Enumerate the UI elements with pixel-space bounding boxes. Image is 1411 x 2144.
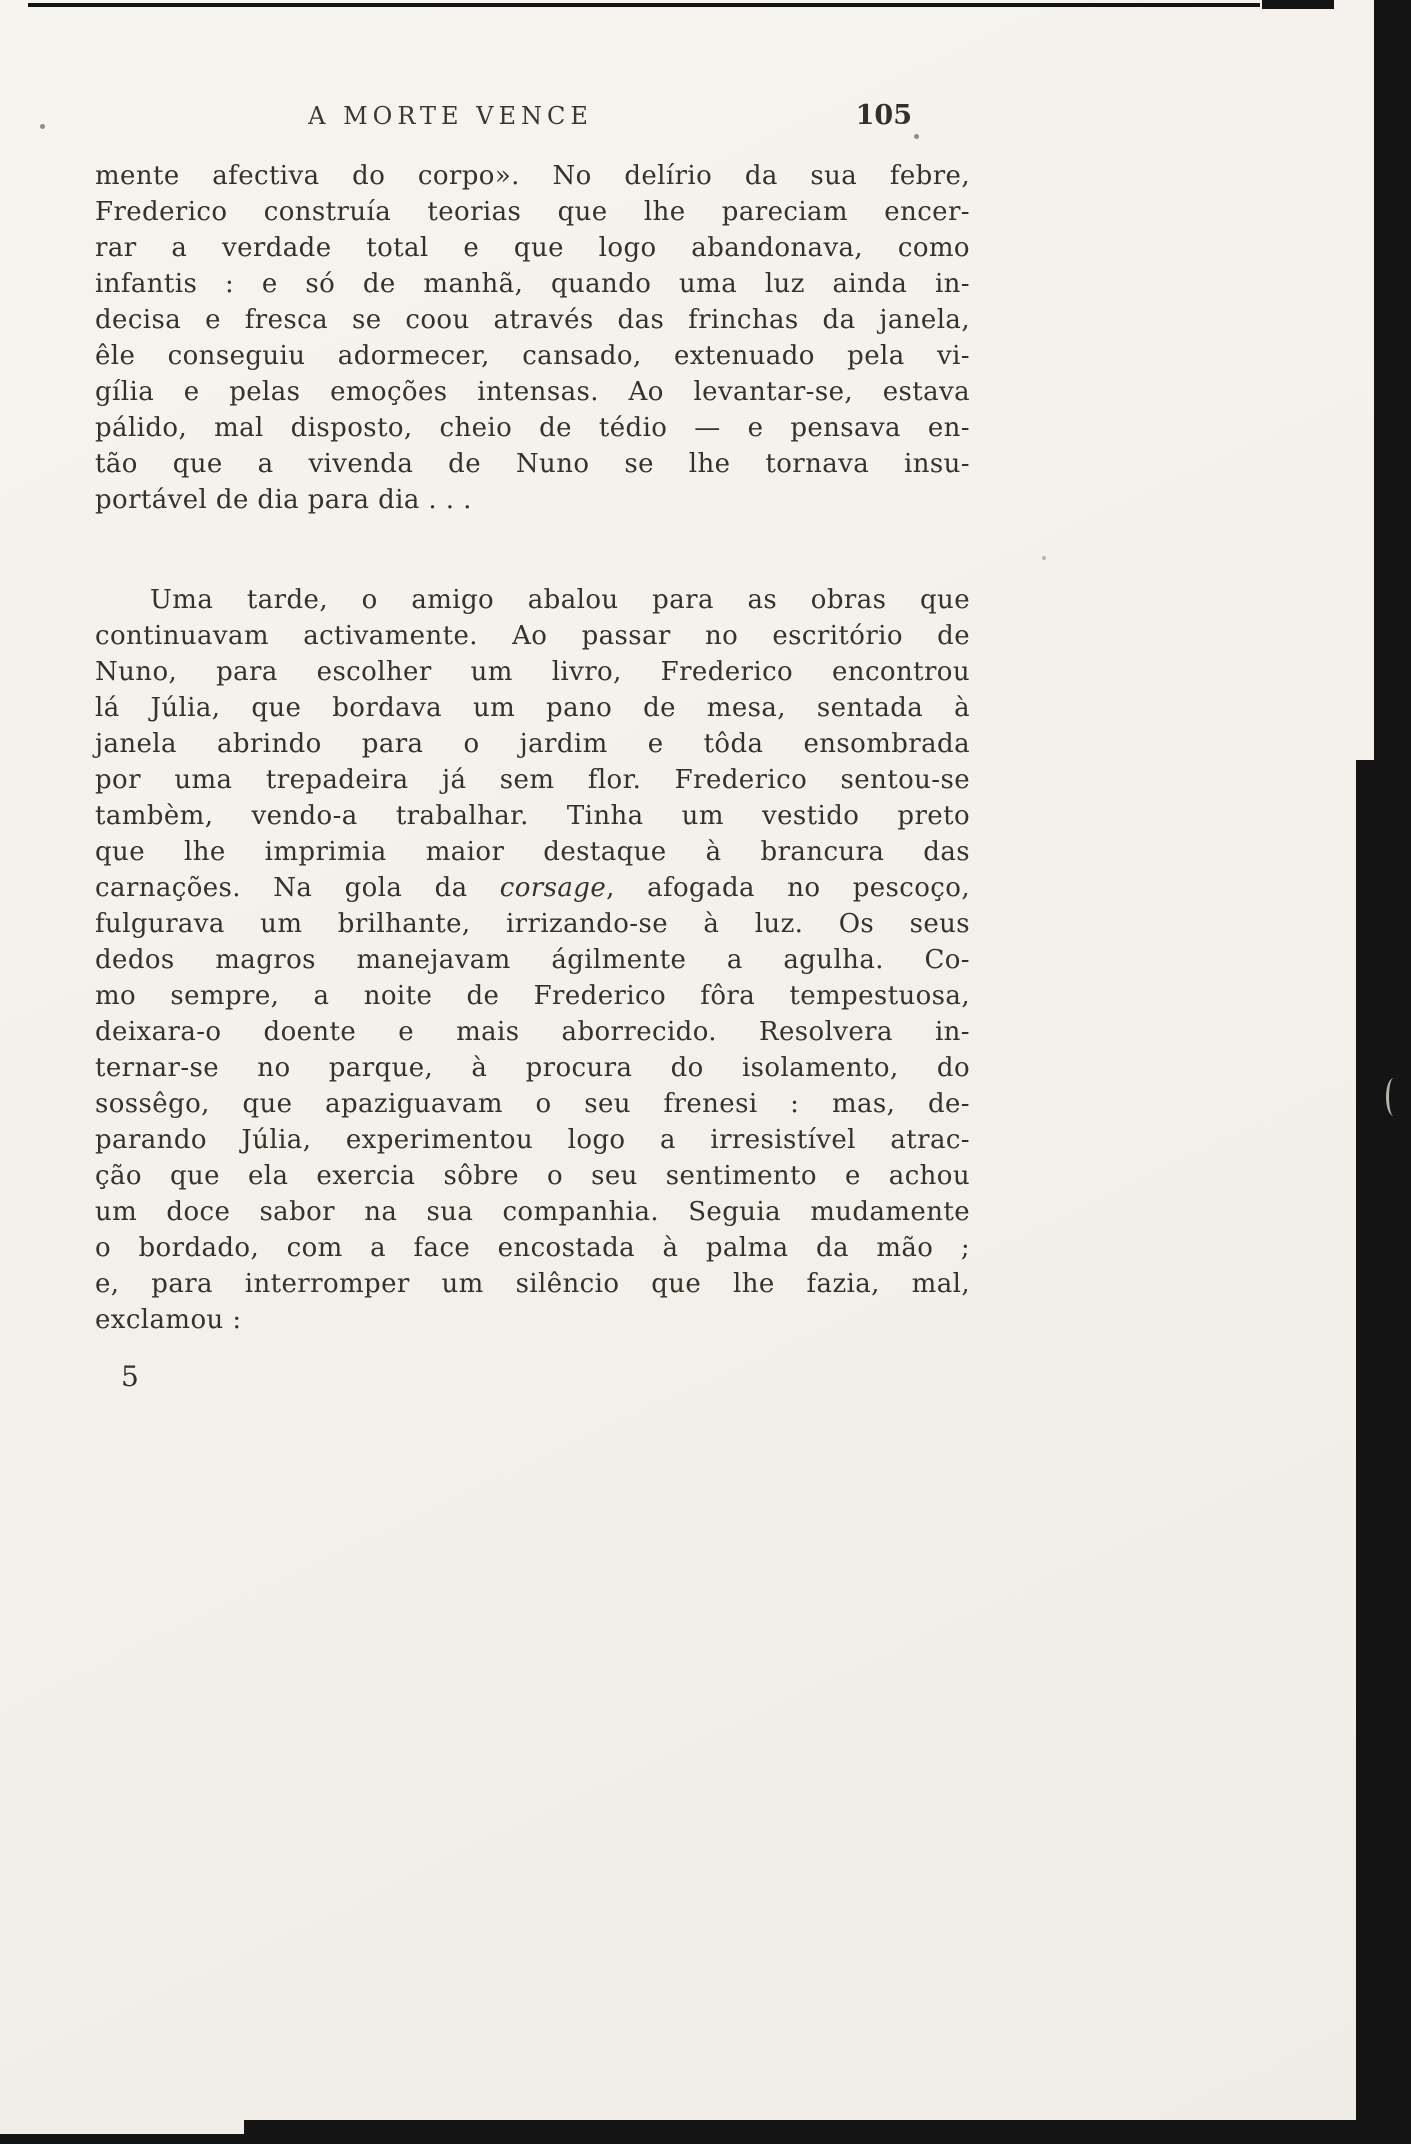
text-line: que lhe imprimia maior destaque à brancura das [95,837,970,867]
scan-artifact-top-edge [28,3,1260,7]
scan-artifact-right-band-lower [1356,760,1411,2144]
page-header [95,102,970,136]
scan-speck [40,124,45,129]
text-line: ternar-se no parque, à procura do isolamento, do [95,1053,970,1083]
scan-artifact-top-right-block [1262,0,1334,9]
text-line: dedos magros manejavam ágilmente a agulha. Co- [95,945,970,975]
text-line: o bordado, com a face encostada à palma da mão ; [95,1233,970,1263]
text-line: continuavam activamente. Ao passar no escritório de [95,621,970,651]
text-line: mente afectiva do corpo». No delírio da sua febre, [95,161,970,191]
text-line: êle conseguiu adormecer, cansado, extenuado pela vi- [95,341,970,371]
text-line: um doce sabor na sua companhia. Seguia mudamente [95,1197,970,1227]
running-title: A MORTE VENCE [308,102,593,130]
body-text [95,158,970,1338]
text-line: parando Júlia, experimentou logo a irresistível atrac- [95,1125,970,1155]
text-line: carnações. Na gola da corsage, afogada no pescoço, [95,873,970,903]
signature-mark: 5 [121,1360,140,1393]
text-line: sossêgo, que apaziguavam o seu frenesi : mas, de- [95,1089,970,1119]
text-line: deixara-o doente e mais aborrecido. Resolvera in- [95,1017,970,1047]
text-line: decisa e fresca se coou através das frinchas da janela, [95,305,970,335]
paragraph [95,158,970,518]
text-line: pálido, mal disposto, cheio de tédio — e pensava en- [95,413,970,443]
text-line: tambèm, vendo-a trabalhar. Tinha um vestido preto [95,801,970,831]
scan-artifact-bottom-band [244,2120,1411,2144]
text-line: Frederico construía teorias que lhe pareciam encer- [95,197,970,227]
text-line: fulgurava um brilhante, irrizando-se à luz. Os seus [95,909,970,939]
text-line: exclamou : [95,1305,242,1335]
page-body [95,158,970,1393]
text-line: por uma trepadeira já sem flor. Frederico sentou-se [95,765,970,795]
text-line: ção que ela exercia sôbre o seu sentimento e achou [95,1161,970,1191]
text-line: Uma tarde, o amigo abalou para as obras que [150,585,970,615]
text-line: Nuno, para escolher um livro, Frederico encontrou [95,657,970,687]
scan-speck [1042,556,1046,560]
scan-artifact-bottom-band-left [0,2134,250,2144]
text-line: gília e pelas emoções intensas. Ao levantar-se, estava [95,377,970,407]
scan-artifact-light-mark [1386,1078,1401,1116]
text-line: e, para interromper um silêncio que lhe fazia, mal, [95,1269,970,1299]
paragraph [95,582,970,1338]
text-line: mo sempre, a noite de Frederico fôra tempestuosa, [95,981,970,1011]
text-line: portável de dia para dia . . . [95,485,472,515]
text-line: lá Júlia, que bordava um pano de mesa, sentada à [95,693,970,723]
page-number: 105 [855,100,912,131]
text-line: janela abrindo para o jardim e tôda ensombrada [95,729,970,759]
text-line: infantis : e só de manhã, quando uma luz ainda in- [95,269,970,299]
text-line: tão que a vivenda de Nuno se lhe tornava insu- [95,449,970,479]
text-line: rar a verdade total e que logo abandonava, como [95,233,970,263]
